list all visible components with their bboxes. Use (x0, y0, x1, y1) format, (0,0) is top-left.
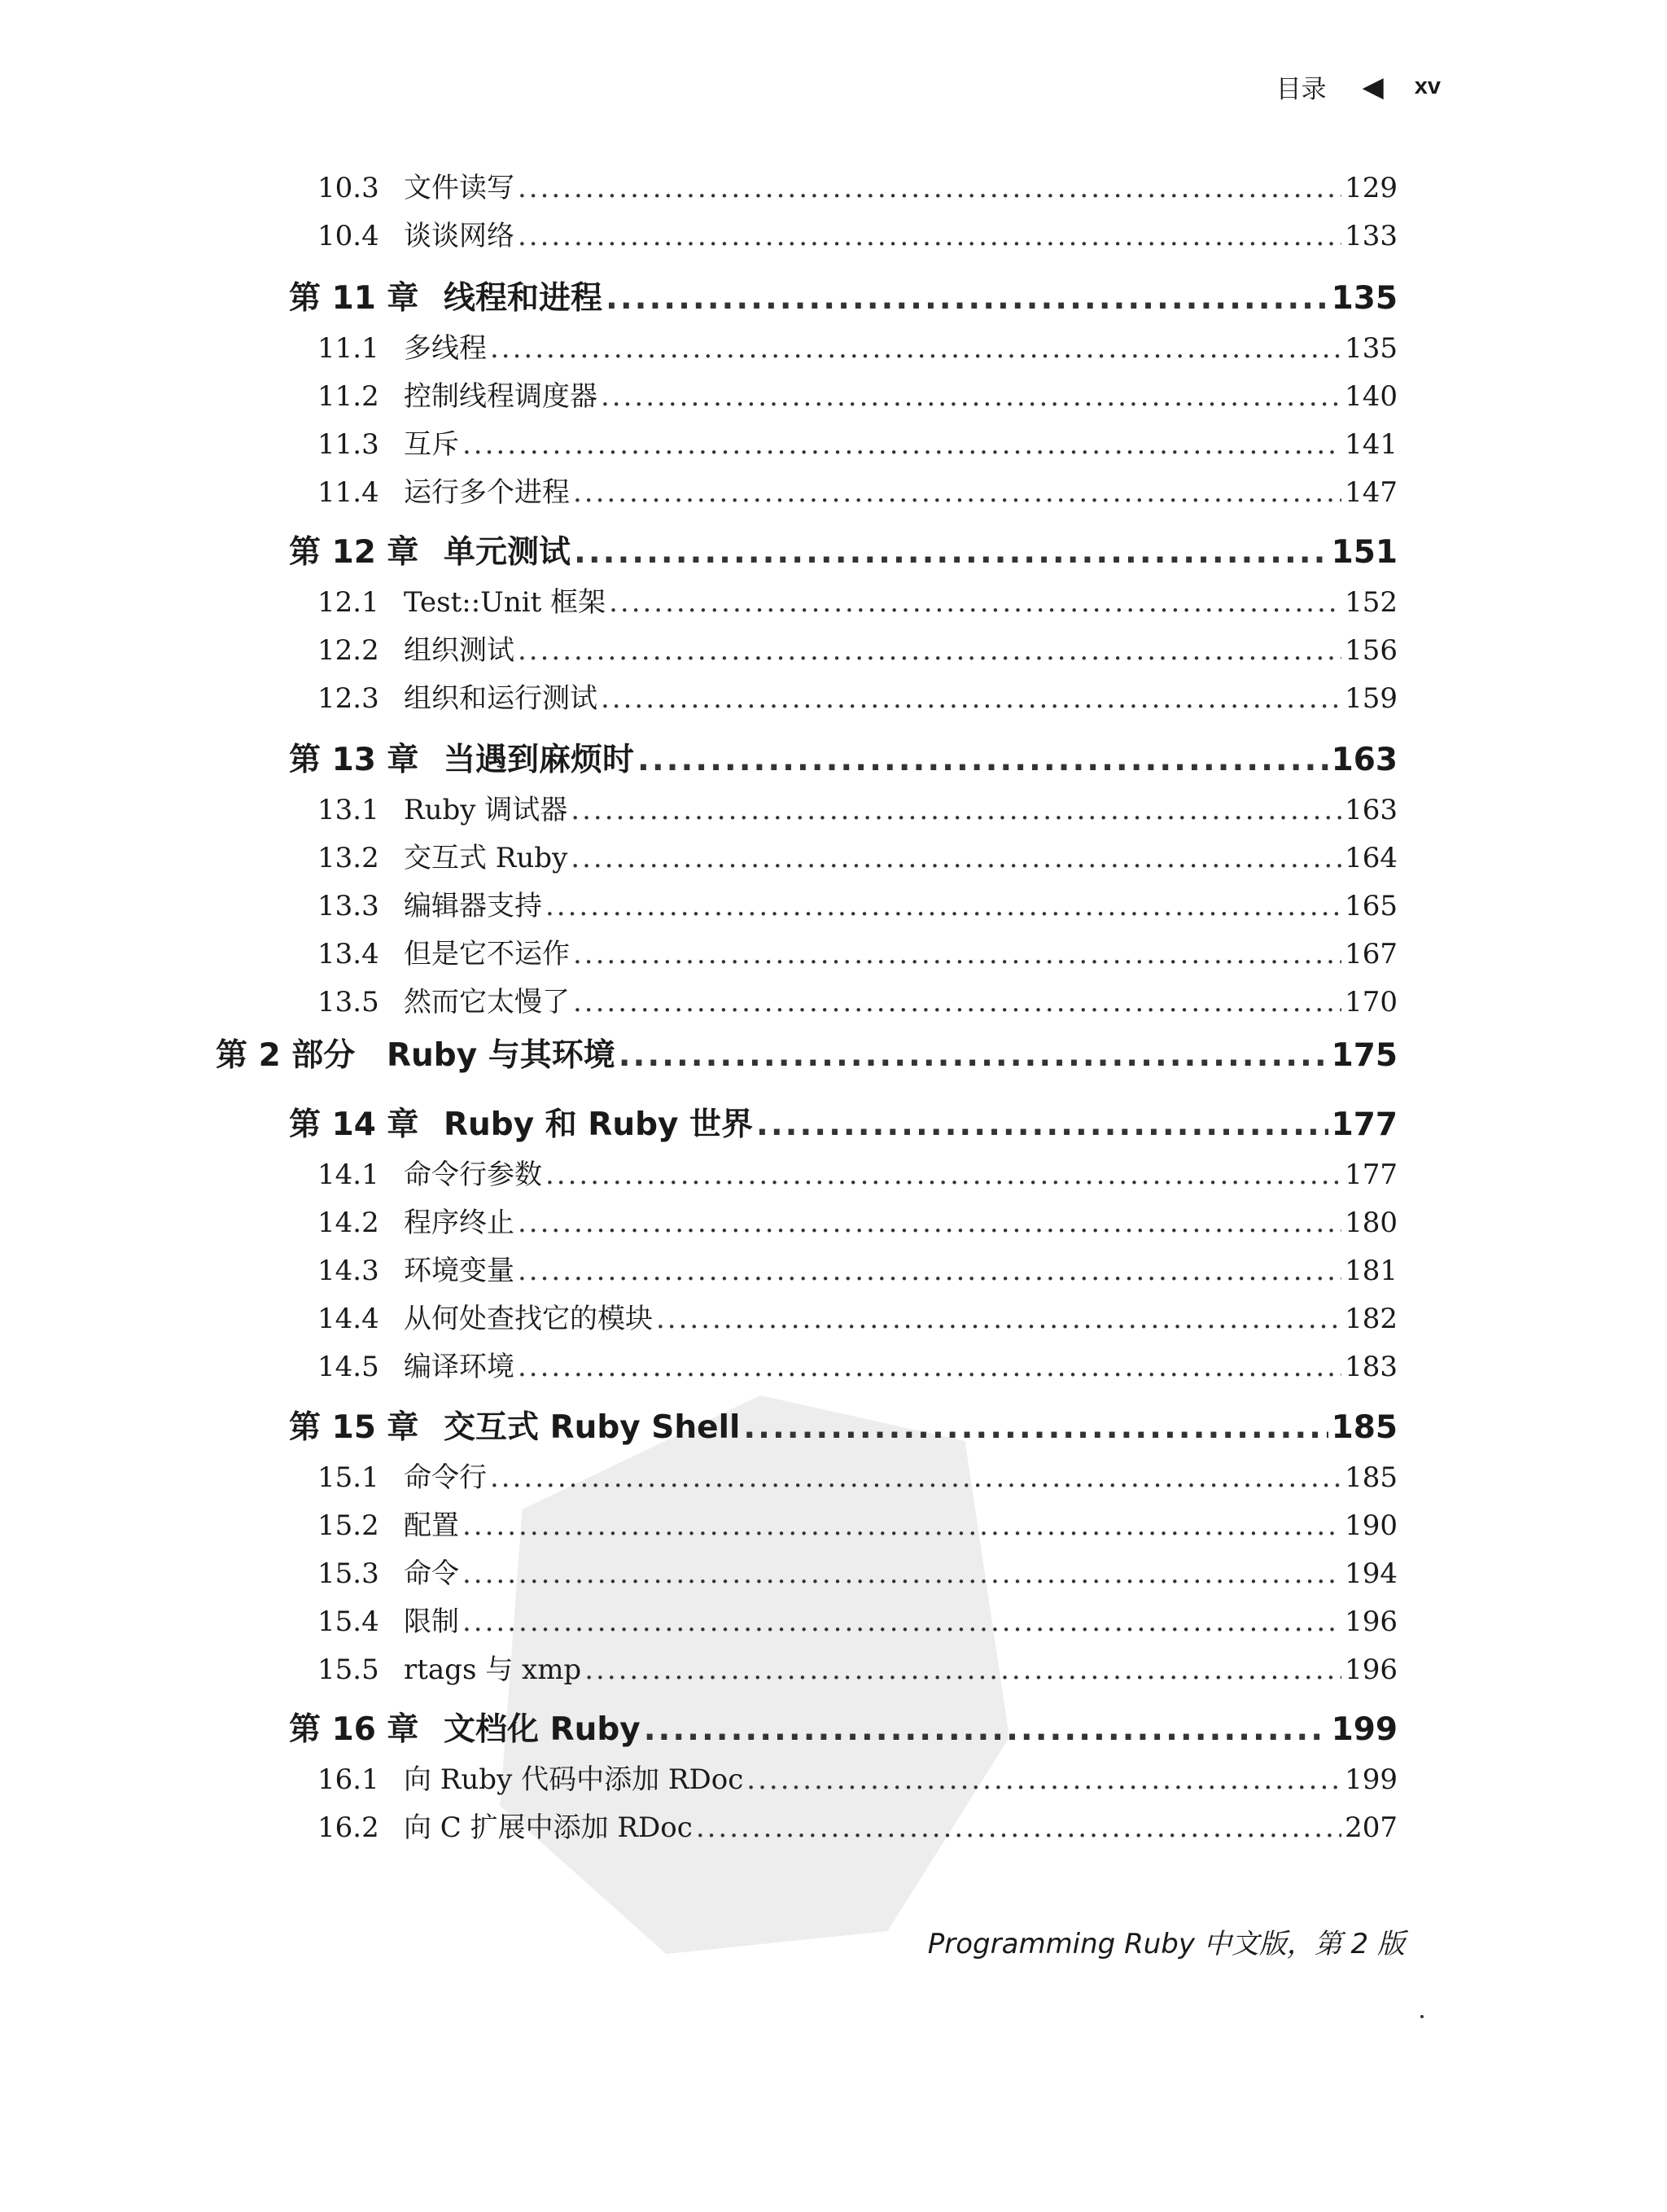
section-number: 12.3 (317, 682, 379, 715)
section-number: 15.2 (317, 1509, 379, 1542)
toc-section-entry[interactable] (317, 1200, 1398, 1240)
page-number: 133 (1345, 220, 1398, 252)
page-number: 163 (1345, 794, 1398, 826)
toc-section-entry[interactable] (317, 1647, 1398, 1687)
toc-section-entry[interactable] (317, 374, 1398, 414)
dot-leader (462, 1605, 1341, 1638)
section-title: 配置 (404, 1509, 459, 1542)
toc-section-entry[interactable] (317, 326, 1398, 366)
section-title: 互斥 (404, 428, 459, 461)
section-title: 多线程 (404, 332, 487, 365)
header-section-label: 目录 (1275, 75, 1327, 104)
section-title: 谈谈网络 (404, 220, 514, 252)
section-title: 组织测试 (404, 634, 514, 667)
chapter-number: 第 14 章 (289, 1106, 419, 1143)
section-number: 14.4 (317, 1303, 379, 1335)
dot-leader (584, 1654, 1341, 1686)
dot-leader (696, 1811, 1341, 1844)
section-number: 11.2 (317, 380, 379, 413)
page-number: 177 (1331, 1106, 1398, 1143)
chapter-number: 第 13 章 (289, 742, 419, 778)
dot-leader (746, 1763, 1341, 1796)
toc-section-entry[interactable] (317, 213, 1398, 253)
dot-leader (490, 1461, 1341, 1494)
dot-leader (518, 1255, 1341, 1287)
section-number: 13.3 (317, 890, 379, 922)
toc-section-entry[interactable] (317, 580, 1398, 620)
dot-leader (601, 682, 1341, 715)
dot-leader (462, 1509, 1341, 1542)
toc-chapter-entry[interactable] (289, 527, 1398, 572)
page-number: 152 (1345, 586, 1398, 619)
section-title: 限制 (404, 1605, 459, 1638)
dot-leader (574, 534, 1328, 571)
chapter-title: Ruby 和 Ruby 世界 (444, 1106, 754, 1143)
chapter-title: 交互式 Ruby Shell (444, 1409, 741, 1446)
section-title: 然而它太慢了 (404, 986, 570, 1018)
toc-chapter-entry[interactable] (289, 1402, 1398, 1448)
section-number: 15.1 (317, 1461, 379, 1494)
dot-leader (462, 1557, 1341, 1590)
section-number: 15.5 (317, 1654, 379, 1686)
chapter-title: 文档化 Ruby (444, 1711, 641, 1748)
chapter-number: 第 12 章 (289, 534, 419, 571)
section-number: 12.1 (317, 586, 379, 619)
toc-section-entry[interactable] (317, 1551, 1398, 1591)
toc-chapter-entry[interactable] (289, 1704, 1398, 1750)
toc-chapter-entry[interactable] (289, 734, 1398, 780)
scan-speck (1420, 2015, 1424, 2018)
section-title: 运行多个进程 (404, 476, 570, 509)
section-number: 14.1 (317, 1159, 379, 1191)
section-title: 编辑器支持 (404, 890, 542, 922)
page-number: 167 (1345, 938, 1398, 970)
dot-leader (518, 634, 1341, 667)
toc-part-entry[interactable] (216, 1030, 1398, 1075)
toc-section-entry[interactable] (317, 165, 1398, 205)
toc-section-entry[interactable] (317, 979, 1398, 1019)
header-page-number: xv (1414, 73, 1441, 99)
page-number: 147 (1345, 476, 1398, 509)
toc-section-entry[interactable] (317, 422, 1398, 462)
chapter-number: 第 16 章 (289, 1711, 419, 1748)
section-number: 10.3 (317, 172, 379, 204)
dot-leader (545, 1159, 1341, 1191)
dot-leader (571, 842, 1341, 874)
section-number: 13.1 (317, 794, 379, 826)
page-number: 170 (1345, 986, 1398, 1018)
section-title: 向 C 扩展中添加 RDoc (404, 1811, 693, 1844)
toc-chapter-entry[interactable] (289, 273, 1398, 318)
page-number: 190 (1345, 1509, 1398, 1542)
section-title: 从何处查找它的模块 (404, 1303, 653, 1335)
page-number: 164 (1345, 842, 1398, 874)
toc-section-entry[interactable] (317, 1599, 1398, 1639)
page-number: 163 (1331, 742, 1398, 778)
dot-leader (518, 172, 1341, 204)
dot-leader (573, 938, 1341, 970)
toc-section-entry[interactable] (317, 1344, 1398, 1384)
dot-leader (545, 890, 1341, 922)
section-number: 11.1 (317, 332, 379, 365)
toc-section-entry[interactable] (317, 676, 1398, 716)
toc-section-entry[interactable] (317, 931, 1398, 971)
dot-leader (571, 794, 1341, 826)
page-number: 156 (1345, 634, 1398, 667)
page-number: 151 (1331, 534, 1398, 571)
dot-leader (518, 1351, 1341, 1383)
toc-section-entry[interactable] (317, 1805, 1398, 1845)
dot-leader (462, 428, 1341, 461)
dot-leader (756, 1106, 1328, 1143)
section-number: 12.2 (317, 634, 379, 667)
dot-leader (644, 1711, 1328, 1748)
section-number: 16.2 (317, 1811, 379, 1844)
page-number: 175 (1331, 1037, 1398, 1074)
dot-leader (573, 476, 1341, 509)
page-number: 140 (1345, 380, 1398, 413)
chapter-number: 第 11 章 (289, 280, 419, 317)
dot-leader (606, 280, 1328, 317)
section-number: 13.4 (317, 938, 379, 970)
page-number: 196 (1345, 1605, 1398, 1638)
section-title: rtags 与 xmp (404, 1654, 582, 1686)
section-number: 14.2 (317, 1207, 379, 1239)
toc-section-entry[interactable] (317, 628, 1398, 668)
section-title: 程序终止 (404, 1207, 514, 1239)
page-number: 129 (1345, 172, 1398, 204)
chapter-title: 线程和进程 (444, 280, 603, 317)
toc-section-entry[interactable] (317, 1248, 1398, 1288)
dot-leader (619, 1037, 1328, 1074)
chapter-title: 当遇到麻烦时 (444, 742, 635, 778)
section-title: 控制线程调度器 (404, 380, 597, 413)
toc-section-entry[interactable] (317, 1296, 1398, 1336)
page-number: 194 (1345, 1557, 1398, 1590)
page-number: 183 (1345, 1351, 1398, 1383)
section-number: 15.4 (317, 1605, 379, 1638)
section-number: 10.4 (317, 220, 379, 252)
page-number: 180 (1345, 1207, 1398, 1239)
page-number: 196 (1345, 1654, 1398, 1686)
page-number: 207 (1345, 1811, 1398, 1844)
part-title: Ruby 与其环境 (387, 1037, 615, 1074)
section-title: 交互式 Ruby (404, 842, 568, 874)
section-number: 14.3 (317, 1255, 379, 1287)
section-title: 环境变量 (404, 1255, 514, 1287)
dot-leader (609, 586, 1341, 619)
running-footer: Programming Ruby 中文版，第 2 版 (927, 1928, 1405, 1960)
section-title: 组织和运行测试 (404, 682, 597, 715)
left-triangle-icon: ◀ (1362, 70, 1384, 103)
page-number: 177 (1345, 1159, 1398, 1191)
dot-leader (490, 332, 1341, 365)
toc-section-entry[interactable] (317, 835, 1398, 875)
page-number: 135 (1345, 332, 1398, 365)
dot-leader (573, 986, 1341, 1018)
toc-section-entry[interactable] (317, 1503, 1398, 1543)
page-number: 181 (1345, 1255, 1398, 1287)
section-number: 13.2 (317, 842, 379, 874)
section-number: 11.3 (317, 428, 379, 461)
section-title: 但是它不运作 (404, 938, 570, 970)
section-number: 13.5 (317, 986, 379, 1018)
page-number: 199 (1345, 1763, 1398, 1796)
section-title: 向 Ruby 代码中添加 RDoc (404, 1763, 744, 1796)
section-title: Test::Unit 框架 (404, 586, 606, 619)
section-title: 编译环境 (404, 1351, 514, 1383)
dot-leader (656, 1303, 1341, 1335)
dot-leader (601, 380, 1341, 413)
page-number: 135 (1331, 280, 1398, 317)
page-number: 199 (1331, 1711, 1398, 1748)
page-number: 185 (1331, 1409, 1398, 1446)
section-title: 命令行参数 (404, 1159, 542, 1191)
toc-section-entry[interactable] (317, 883, 1398, 923)
page-number: 141 (1345, 428, 1398, 461)
running-header (1276, 68, 1441, 105)
page-number: 159 (1345, 682, 1398, 715)
toc-chapter-entry[interactable] (289, 1099, 1398, 1145)
dot-leader (637, 742, 1328, 778)
chapter-number: 第 15 章 (289, 1409, 419, 1446)
page-number: 182 (1345, 1303, 1398, 1335)
toc-section-entry[interactable] (317, 1455, 1398, 1495)
section-title: 命令 (404, 1557, 459, 1590)
toc-section-entry[interactable] (317, 787, 1398, 827)
section-title: 命令行 (404, 1461, 487, 1494)
section-title: Ruby 调试器 (404, 794, 568, 826)
dot-leader (518, 220, 1341, 252)
dot-leader (743, 1409, 1328, 1446)
chapter-title: 单元测试 (444, 534, 571, 571)
section-number: 16.1 (317, 1763, 379, 1796)
toc-section-entry[interactable] (317, 1757, 1398, 1797)
page-number: 165 (1345, 890, 1398, 922)
toc-section-entry[interactable] (317, 1152, 1398, 1192)
toc-section-entry[interactable] (317, 470, 1398, 510)
section-number: 11.4 (317, 476, 379, 509)
section-title: 文件读写 (404, 172, 514, 204)
part-number: 第 2 部分 (216, 1037, 356, 1074)
section-number: 15.3 (317, 1557, 379, 1590)
page-number: 185 (1345, 1461, 1398, 1494)
dot-leader (518, 1207, 1341, 1239)
section-number: 14.5 (317, 1351, 379, 1383)
